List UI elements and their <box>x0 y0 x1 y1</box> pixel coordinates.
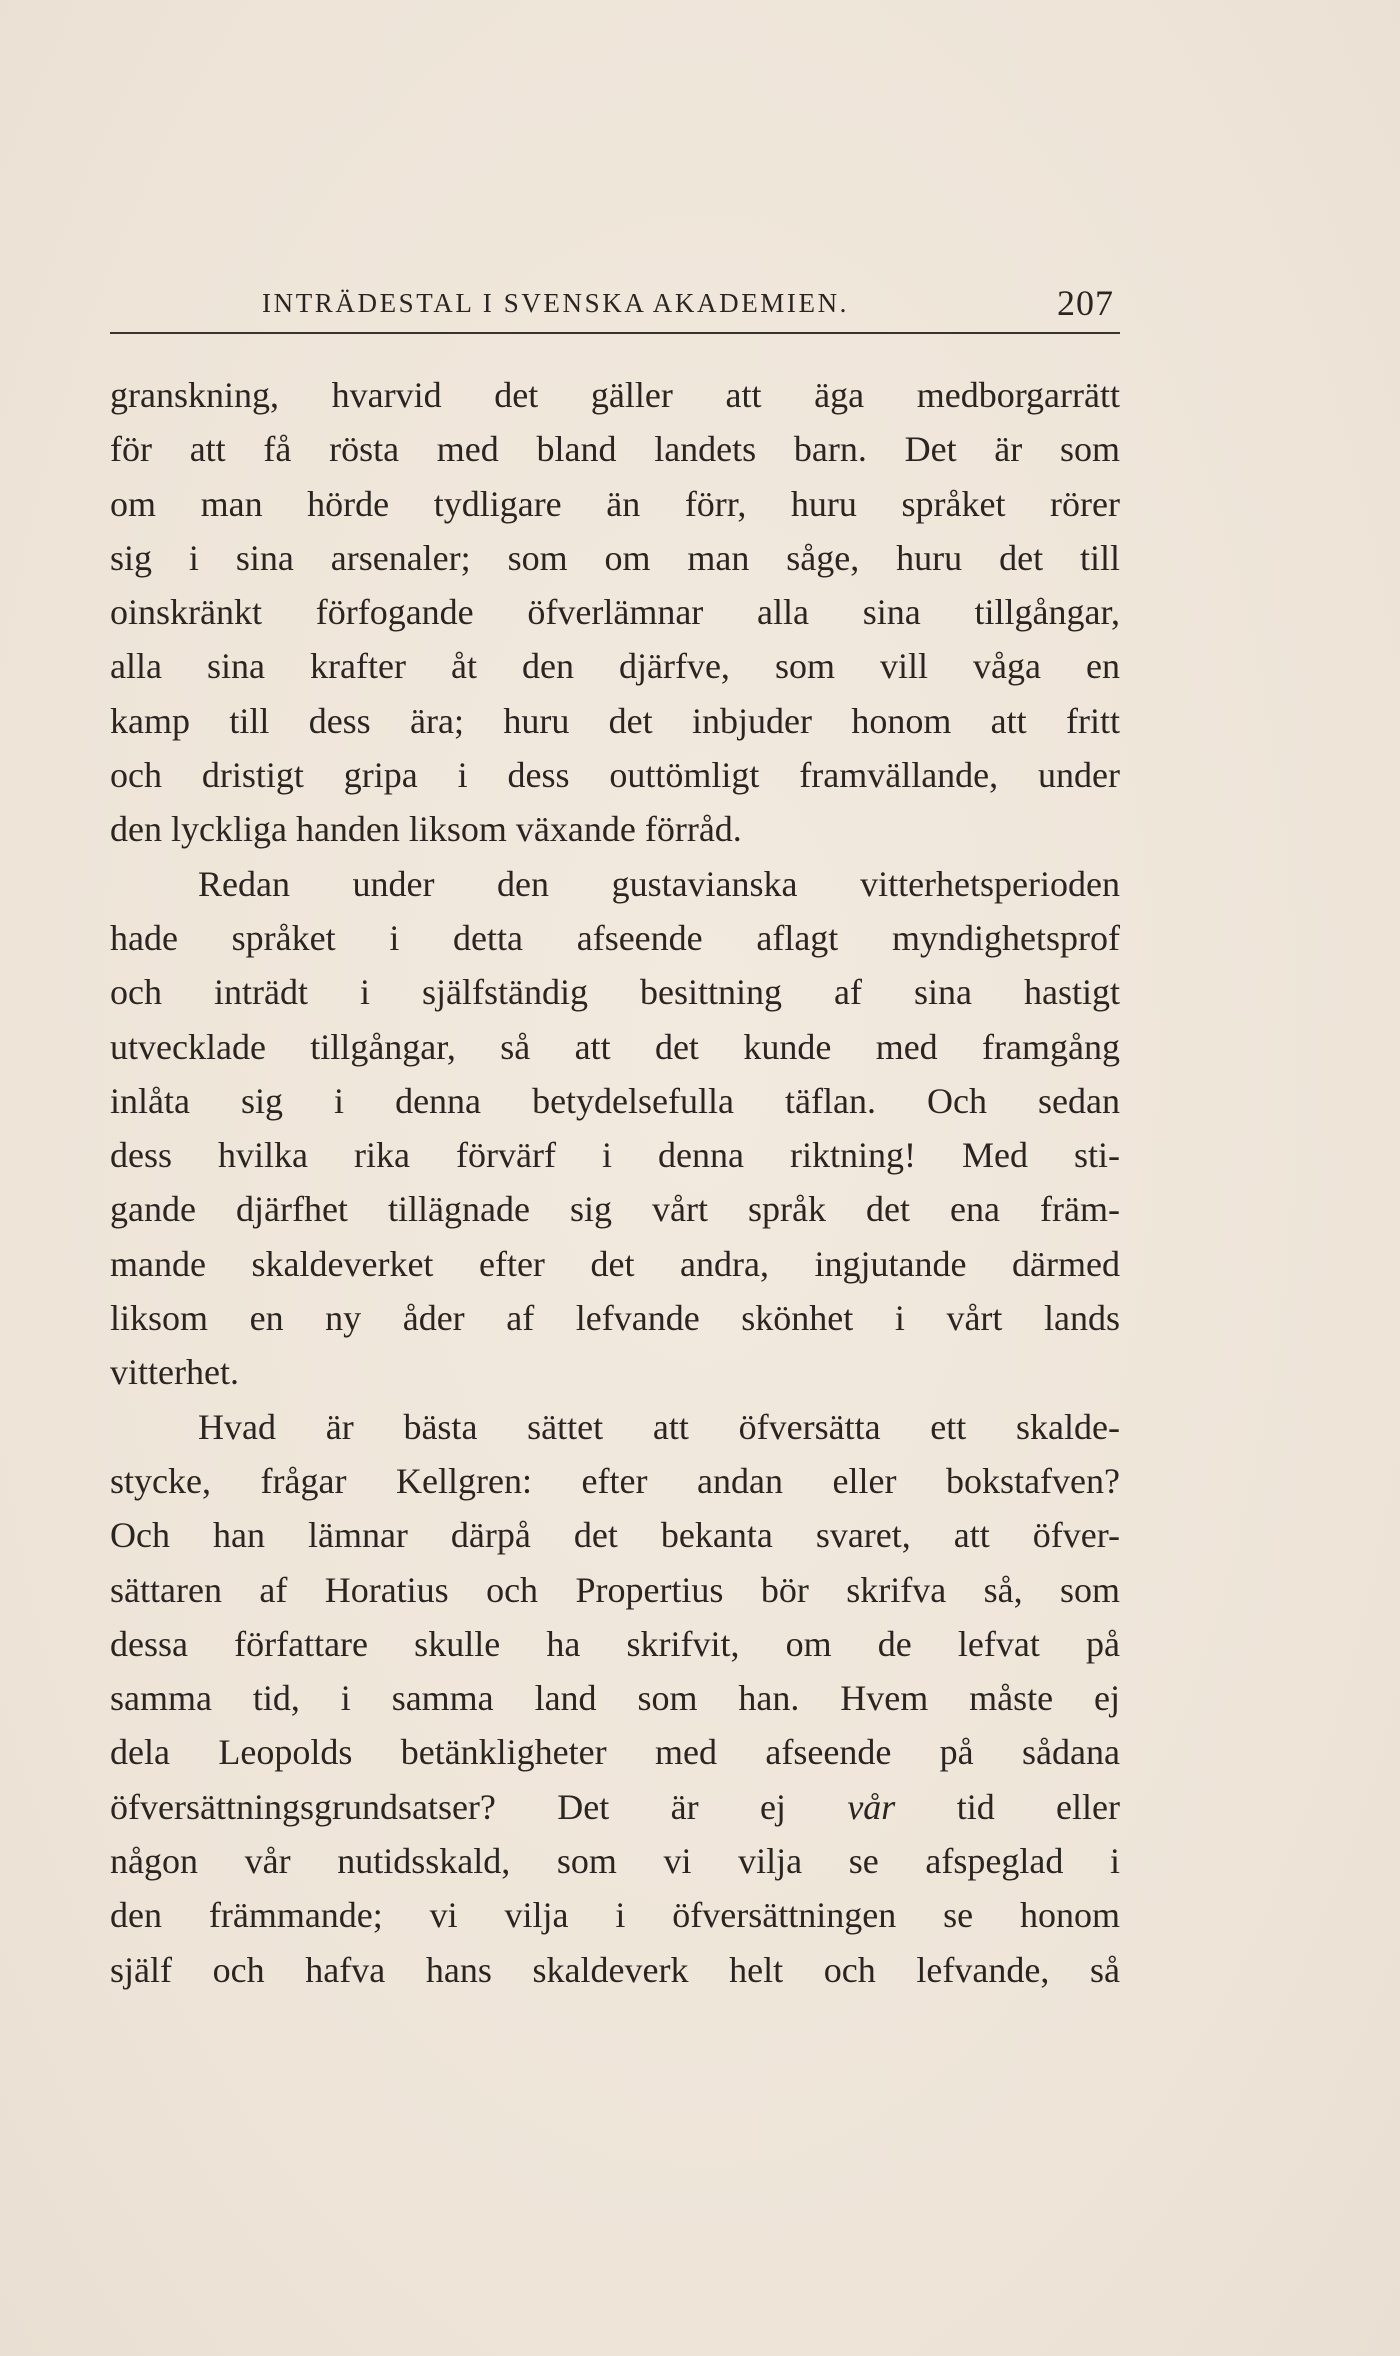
text-line: och inträdt i själfständig besittning af sina hastigt <box>110 972 1120 1013</box>
text-line: dessa författare skulle ha skrifvit, om de lefvat på <box>110 1623 1120 1664</box>
text-line: oinskränkt förfogande öfverlämnar alla sina tillgångar, <box>110 592 1120 633</box>
text-line: hade språket i detta afseende aflagt myndighetsprof <box>110 917 1120 958</box>
text-line: själf och hafva hans skaldeverk helt och lefvande, så <box>110 1949 1120 1990</box>
text-line: för att få rösta med bland landets barn. Det är som <box>110 429 1120 470</box>
text-segment: öfversättningsgrundsatser? Det är ej <box>110 1786 786 1827</box>
text-line: kamp till dess ära; huru det inbjuder honom att fritt <box>110 700 1120 741</box>
body-text <box>110 368 1120 1997</box>
text-line: och dristigt gripa i dess outtömligt framvällande, under <box>110 755 1120 796</box>
text-line: Och han lämnar därpå det bekanta svaret, att öfver- <box>110 1515 1120 1556</box>
text-line: den lyckliga handen liksom växande förråd. <box>110 809 742 850</box>
text-segment: tid eller <box>956 1786 1120 1827</box>
emphasized-word: vår <box>847 1786 896 1827</box>
text-line: om man hörde tydligare än förr, huru språket rörer <box>110 483 1120 524</box>
page-header <box>110 282 1120 334</box>
text-line: stycke, frågar Kellgren: efter andan eller bokstafven? <box>110 1460 1120 1501</box>
text-line: mande skaldeverket efter det andra, ingjutande därmed <box>110 1243 1120 1284</box>
text-line: sig i sina arsenaler; som om man såge, huru det till <box>110 537 1120 578</box>
page-number: 207 <box>1057 283 1114 323</box>
text-line: dess hvilka rika förvärf i denna riktning! Med sti- <box>110 1135 1120 1176</box>
text-line: dela Leopolds betänkligheter med afseende på sådana <box>110 1732 1120 1773</box>
running-head: INTRÄDESTAL I SVENSKA AKADEMIEN. <box>262 288 850 318</box>
text-line: utvecklade tillgångar, så att det kunde med framgång <box>110 1026 1120 1067</box>
text-line: liksom en ny åder af lefvande skönhet i vårt lands <box>110 1298 1120 1339</box>
text-line: någon vår nutidsskald, som vi vilja se afspeglad i <box>110 1841 1120 1882</box>
text-line: alla sina krafter åt den djärfve, som vill våga en <box>110 646 1120 687</box>
text-line: vitterhet. <box>110 1352 239 1393</box>
text-line: gande djärfhet tillägnade sig vårt språk det ena främ- <box>110 1189 1120 1230</box>
text-line-mixed <box>110 1780 1120 1834</box>
text-line: inlåta sig i denna betydelsefulla täflan. Och sedan <box>110 1080 1120 1121</box>
text-line: samma tid, i samma land som han. Hvem måste ej <box>110 1678 1120 1719</box>
text-line: granskning, hvarvid det gäller att äga medborgarrätt <box>110 375 1120 415</box>
text-line: sättaren af Horatius och Propertius bör skrifva så, som <box>110 1569 1120 1610</box>
text-line: den främmande; vi vilja i öfversättningen se honom <box>110 1895 1120 1936</box>
text-line: Redan under den gustavianska vitterhetsperioden <box>198 863 1120 904</box>
text-line: Hvad är bästa sättet att öfversätta ett skalde- <box>198 1406 1120 1447</box>
